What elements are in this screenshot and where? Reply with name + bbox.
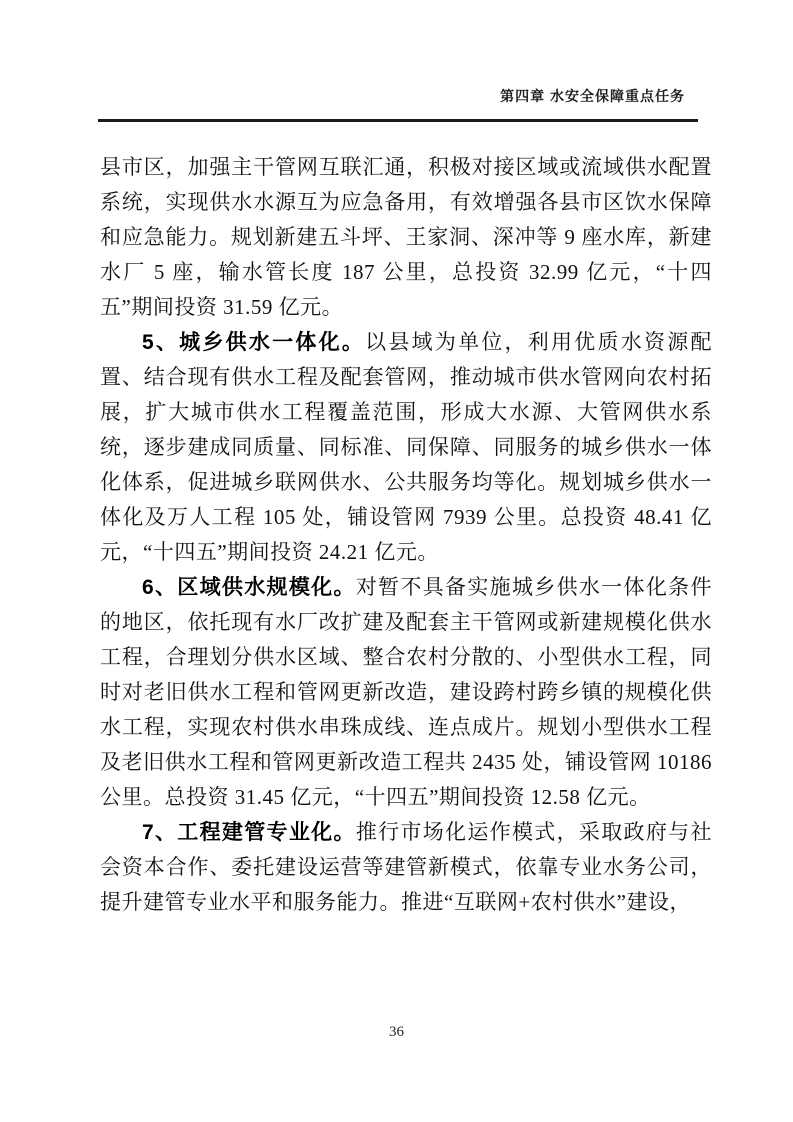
- header-divider-rule: [98, 119, 698, 122]
- paragraph-item-7: [100, 815, 712, 920]
- running-header-chapter-title: 第四章 水安全保障重点任务: [500, 88, 685, 104]
- paragraph-heading-professional-management: 7、工程建管专业化。: [142, 821, 356, 844]
- paragraph-heading-urban-rural-integration: 5、城乡供水一体化。: [142, 331, 366, 354]
- paragraph-text: 以县域为单位，利用优质水资源配置、结合现有供水工程及配套管网，推动城市供水管网向农村拓展，扩大城市供水工程覆盖范围，形成大水源、大管网供水系统，逐步建成同质量、同标准、同保障、同服务的城乡供水一体化体系，促进城乡联网供水、公共服务均等化。规划城乡供水一体化及万人工程 105 处，铺设管网 7939 公里。总投资 48.41 亿元，“十四五”期间投资 24.21 亿元。: [100, 330, 712, 564]
- paragraph-text: 对暂不具备实施城乡供水一体化条件的地区，依托现有水厂改扩建及配套主干管网或新建规模化供水工程，合理划分供水区域、整合农村分散的、小型供水工程，同时对老旧供水工程和管网更新改造，建设跨村跨乡镇的规模化供水工程，实现农村供水串珠成线、连点成片。规划小型供水工程及老旧供水工程和管网更新改造工程共 2435 处，铺设管网 10186 公里。总投资 31.45 亿元，“十四五”期间投资 12.58 亿元。: [100, 575, 712, 809]
- body-text-block: [100, 150, 712, 920]
- paragraph-continuation: [100, 150, 712, 325]
- paragraph-item-5: [100, 325, 712, 570]
- paragraph-item-6: [100, 570, 712, 815]
- paragraph-text: 推行市场化运作模式，采取政府与社会资本合作、委托建设运营等建管新模式，依靠专业水务公司，提升建管专业水平和服务能力。推进“互联网+农村供水”建设，: [100, 820, 712, 914]
- paragraph-heading-regional-scale-supply: 6、区域供水规模化。: [142, 576, 356, 599]
- page-number: 36: [389, 1024, 404, 1040]
- paragraph-text: 县市区，加强主干管网互联汇通，积极对接区域或流域供水配置系统，实现供水水源互为应急备用，有效增强各县市区饮水保障和应急能力。规划新建五斗坪、王家洞、深冲等 9 座水库，新建水厂 5 座，输水管长度 187 公里，总投资 32.99 亿元，“十四五”期间投资 31.59 亿元。: [100, 155, 712, 319]
